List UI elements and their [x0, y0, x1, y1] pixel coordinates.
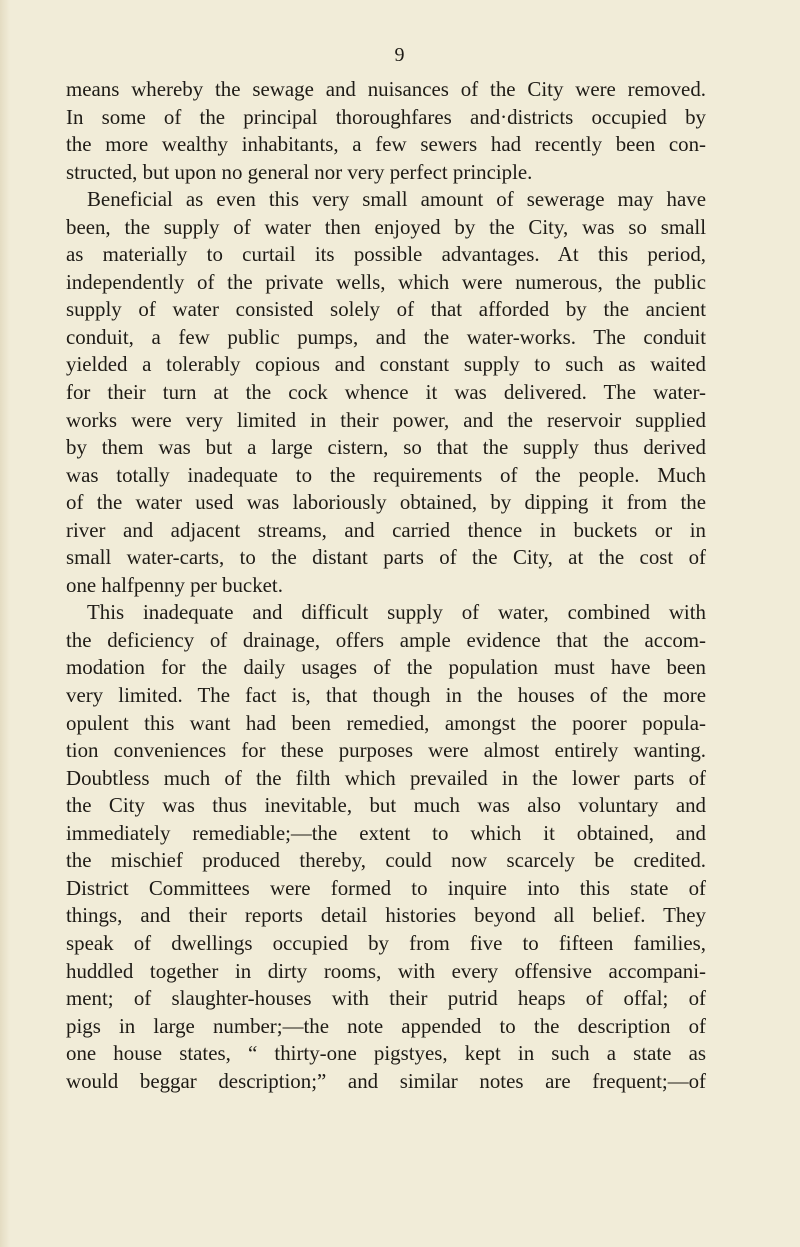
text-line: ment; of slaughter-houses with their putrid heaps of offal; of	[66, 986, 706, 1011]
text-line: tion conveniences for these purposes were almost entirely wanting.	[66, 738, 706, 763]
text-line: District Committees were formed to inquire into this state of	[66, 875, 706, 900]
text-line: conduit, a few public pumps, and the water-works. The conduit	[66, 324, 706, 349]
text-line: of the water used was laboriously obtained, by dipping it from the	[66, 490, 706, 515]
text-line: the more wealthy inhabitants, a few sewers had recently been con-	[66, 132, 706, 157]
text-line: the City was thus inevitable, but much was also voluntary and	[66, 793, 706, 818]
text-line: structed, but upon no general nor very perfect principle.	[66, 159, 533, 184]
text-line: by them was but a large cistern, so that the supply thus derived	[66, 435, 706, 460]
text-line: small water-carts, to the distant parts of the City, at the cost of	[66, 545, 706, 570]
text-line: supply of water consisted solely of that afforded by the ancient	[66, 297, 706, 322]
text-line: river and adjacent streams, and carried thence in buckets or in	[66, 517, 706, 542]
text-line: as materially to curtail its possible advantages. At this period,	[66, 242, 706, 267]
text-line: one house states, “ thirty-one pigstyes, kept in such a state as	[66, 1041, 706, 1066]
text-line: very limited. The fact is, that though in the houses of the more	[66, 683, 706, 708]
text-line: means whereby the sewage and nuisances of the City were removed.	[66, 77, 706, 101]
page-binding-edge	[0, 0, 10, 1247]
text-line: Doubtless much of the filth which prevailed in the lower parts of	[66, 765, 706, 790]
text-line: the mischief produced thereby, could now scarcely be credited.	[66, 848, 706, 873]
text-line: yielded a tolerably copious and constant supply to such as waited	[66, 352, 706, 377]
text-line: In some of the principal thoroughfares and·districts occupied by	[66, 104, 706, 129]
text-line: one halfpenny per bucket.	[66, 572, 283, 597]
text-line: works were very limited in their power, and the reservoir supplied	[66, 407, 706, 432]
text-line: independently of the private wells, which were numerous, the public	[66, 269, 706, 294]
text-line: immediately remediable;—the extent to which it obtained, and	[66, 820, 706, 845]
page-number: 9	[394, 44, 406, 66]
text-line: opulent this want had been remedied, amongst the poorer popula-	[66, 710, 706, 735]
text-line: modation for the daily usages of the population must have been	[66, 655, 706, 680]
text-line: would beggar description;” and similar notes are frequent;—of	[66, 1068, 706, 1093]
text-line: been, the supply of water then enjoyed by the City, was so small	[66, 214, 706, 239]
text-line: huddled together in dirty rooms, with every offensive accompani-	[66, 958, 706, 983]
text-line: for their turn at the cock whence it was delivered. The water-	[66, 380, 706, 405]
text-line: things, and their reports detail histories beyond all belief. They	[66, 903, 706, 928]
text-line: speak of dwellings occupied by from five to fifteen families,	[66, 930, 706, 955]
body-text	[66, 76, 706, 1095]
text-line: This inadequate and difficult supply of water, combined with	[87, 600, 706, 625]
text-line: was totally inadequate to the requirements of the people. Much	[66, 462, 706, 487]
text-line: Beneficial as even this very small amount of sewerage may have	[87, 187, 706, 212]
text-line: pigs in large number;—the note appended to the description of	[66, 1013, 706, 1038]
text-line: the deficiency of drainage, offers ample evidence that the accom-	[66, 627, 706, 652]
